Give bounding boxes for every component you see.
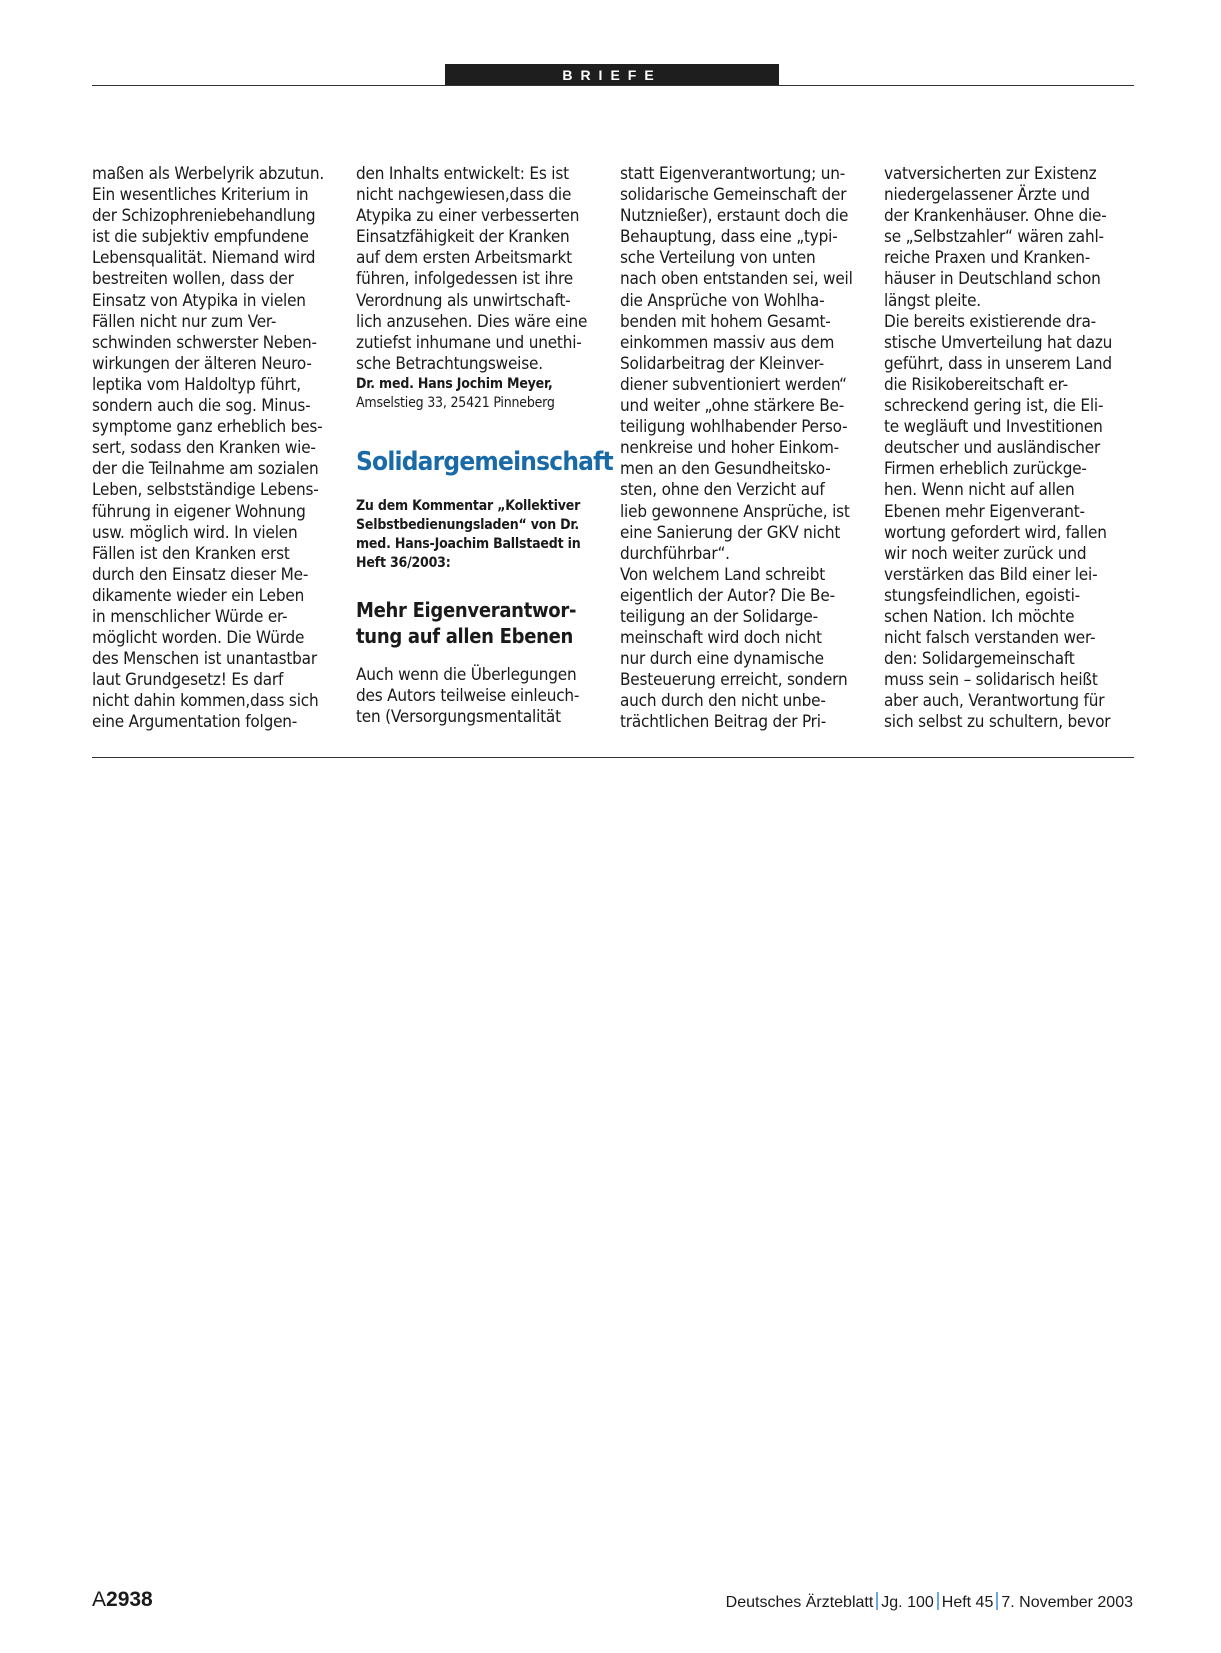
text-line: reiche Praxen und Kranken-	[884, 248, 1091, 269]
text-line: lieb gewonnene Ansprüche, ist	[620, 501, 850, 522]
text-line: sondern auch die sog. Minus-	[92, 396, 311, 417]
text-line: Auch wenn die Überlegungen	[356, 664, 577, 685]
text-line: sich selbst zu schultern, bevor	[884, 712, 1111, 733]
text-line: Lebensqualität. Niemand wird	[92, 248, 316, 269]
letter-signature-address: Amselstieg 33, 25421 Pinneberg	[356, 394, 555, 411]
text-line: möglicht worden. Die Würde	[92, 628, 305, 649]
top-rule	[92, 85, 1134, 86]
text-line: den Inhalts entwickelt: Es ist	[356, 164, 569, 184]
text-line: eine Sanierung der GKV nicht	[620, 522, 841, 543]
journal-date: 7. November 2003	[1001, 1594, 1133, 1611]
column-3	[620, 164, 872, 734]
text-line: nur durch eine dynamische	[620, 649, 824, 670]
text-line: häuser in Deutschland schon	[884, 269, 1101, 290]
text-line: solidarische Gemeinschaft der	[620, 185, 847, 206]
text-line: längst pleite.	[884, 290, 981, 311]
text-line: Mehr Eigenverantwor-	[356, 597, 577, 622]
text-line: Von welchem Land schreibt	[620, 564, 825, 585]
text-line: se „Selbstzahler“ wären zahl-	[884, 227, 1104, 248]
text-line: teiligung an der Solidarge-	[620, 606, 818, 627]
text-line: sche Verteilung von unten	[620, 248, 816, 269]
text-line: die Ansprüche von Wohlha-	[620, 290, 825, 311]
text-line: führung in eigener Wohnung	[92, 501, 306, 522]
text-line: usw. möglich wird. In vielen	[92, 522, 298, 543]
text-line: te wegläuft und Investitionen	[884, 417, 1103, 438]
text-line: Besteuerung erreicht, sondern	[620, 670, 848, 691]
text-line: zutiefst inhumane und unethi-	[356, 332, 582, 353]
text-line: nicht falsch verstanden wer-	[884, 628, 1096, 649]
text-line: Einsatz von Atypika in vielen	[92, 290, 306, 311]
text-line: wirkungen der älteren Neuro-	[92, 353, 312, 374]
text-line: eine Argumentation folgen-	[92, 712, 298, 733]
journal-issue: Heft 45	[941, 1594, 994, 1611]
text-line: Zu dem Kommentar „Kollektiver	[356, 497, 581, 514]
text-line: Heft 36/2003:	[356, 554, 451, 571]
text-line: meinschaft wird doch nicht	[620, 628, 822, 649]
text-line: nicht nachgewiesen,dass die	[356, 185, 572, 206]
text-line: wir noch weiter zurück und	[884, 543, 1087, 564]
text-line: med. Hans-Joachim Ballstaedt in	[356, 535, 581, 552]
text-line: der Krankenhäuser. Ohne die-	[884, 206, 1107, 227]
text-line: in menschlicher Würde er-	[92, 606, 288, 627]
text-line: muss sein – solidarisch heißt	[884, 670, 1098, 691]
letter-body-start	[356, 665, 608, 728]
journal-footer	[726, 1592, 1133, 1612]
text-line: statt Eigenverantwortung; un-	[620, 164, 846, 184]
footer-separator	[937, 1592, 939, 1610]
letter-ending	[356, 164, 608, 375]
section-title: Solidargemeinschaft	[356, 446, 613, 477]
text-line: ist die subjektiv empfundene	[92, 227, 309, 248]
text-line: schen Nation. Ich möchte	[884, 606, 1075, 627]
text-line: durchführbar“.	[620, 543, 730, 564]
text-line: nach oben entstanden sei, weil	[620, 269, 853, 290]
text-line: die Risikobereitschaft er-	[884, 374, 1068, 395]
text-line: hen. Wenn nicht auf allen	[884, 480, 1075, 501]
letter-intro	[356, 497, 608, 573]
text-line: führen, infolgedessen ist ihre	[356, 269, 573, 290]
text-line: einkommen massiv aus dem	[620, 332, 835, 353]
text-line: Firmen erheblich zurückge-	[884, 459, 1087, 480]
text-line: Atypika zu einer verbesserten	[356, 206, 580, 227]
text-line: Fällen nicht nur zum Ver-	[92, 311, 277, 332]
text-line: men an den Gesundheitsko-	[620, 459, 831, 480]
text-line: Behauptung, dass eine „typi-	[620, 227, 838, 248]
text-line: Die bereits existierende dra-	[884, 311, 1096, 332]
text-line: Solidarbeitrag der Kleinver-	[620, 353, 825, 374]
text-line: laut Grundgesetz! Es darf	[92, 670, 284, 691]
text-line: stische Umverteilung hat dazu	[884, 332, 1113, 353]
text-line: schwinden schwerster Neben-	[92, 332, 317, 353]
text-line: niedergelassener Ärzte und	[884, 185, 1090, 206]
text-line: Fällen ist den Kranken erst	[92, 543, 290, 564]
text-line: Ebenen mehr Eigenverant-	[884, 501, 1085, 522]
text-line: sert, sodass den Kranken wie-	[92, 438, 316, 459]
text-line: den: Solidargemeinschaft	[884, 649, 1075, 670]
text-line: und weiter „ohne stärkere Be-	[620, 396, 845, 417]
text-line: vatversicherten zur Existenz	[884, 164, 1097, 184]
journal-volume: Jg. 100	[881, 1594, 934, 1611]
text-line: des Menschen ist unantastbar	[92, 649, 317, 670]
text-line: auch durch den nicht unbe-	[620, 691, 826, 712]
text-line: nenkreise und hoher Einkom-	[620, 438, 839, 459]
text-line: dikamente wieder ein Leben	[92, 585, 305, 606]
text-line: tung auf allen Ebenen	[356, 623, 574, 648]
text-line: benden mit hohem Gesamt-	[620, 311, 831, 332]
text-line: sten, ohne den Verzicht auf	[620, 480, 825, 501]
text-line: diener subventioniert werden“	[620, 374, 847, 395]
text-line: geführt, dass in unserem Land	[884, 353, 1112, 374]
text-line: deutscher und ausländischer	[884, 438, 1101, 459]
text-line: Selbstbedienungsladen“ von Dr.	[356, 516, 580, 533]
text-line: bestreiten wollen, dass der	[92, 269, 294, 290]
text-line: auf dem ersten Arbeitsmarkt	[356, 248, 572, 269]
column-4	[884, 164, 1136, 734]
text-line: durch den Einsatz dieser Me-	[92, 564, 309, 585]
footer-separator	[996, 1592, 998, 1610]
section-header: BRIEFE	[445, 64, 779, 86]
text-line: stungsfeindlichen, egoisti-	[884, 585, 1080, 606]
text-line: maßen als Werbelyrik abzutun.	[92, 164, 325, 184]
text-line: Nutznießer), erstaunt doch die	[620, 206, 849, 227]
text-line: der die Teilnahme am sozialen	[92, 459, 319, 480]
footer-separator	[876, 1592, 878, 1610]
page-prefix: A	[92, 1588, 107, 1611]
page-number-value: 2938	[106, 1588, 153, 1611]
journal-name: Deutsches Ärzteblatt	[725, 1594, 874, 1611]
text-line: sche Betrachtungsweise.	[356, 353, 543, 374]
text-line: Leben, selbstständige Lebens-	[92, 480, 319, 501]
text-line: lich anzusehen. Dies wäre eine	[356, 311, 588, 332]
text-line: symptome ganz erheblich bes-	[92, 417, 323, 438]
text-line: Ein wesentliches Kriterium in	[92, 185, 309, 206]
text-line: ten (Versorgungsmentalität	[356, 707, 561, 728]
column-2	[356, 164, 613, 728]
text-line: aber auch, Verantwortung für	[884, 691, 1105, 712]
text-line: leptika vom Haldoltyp führt,	[92, 374, 301, 395]
text-line: schreckend gering ist, die Eli-	[884, 396, 1104, 417]
letter-headline	[356, 597, 608, 649]
text-line: eigentlich der Autor? Die Be-	[620, 585, 835, 606]
letter-signature-name: Dr. med. Hans Jochim Meyer,	[356, 375, 553, 392]
text-line: teiligung wohlhabender Perso-	[620, 417, 848, 438]
page-number	[92, 1588, 153, 1612]
text-line: trächtlichen Beitrag der Pri-	[620, 712, 827, 733]
text-line: Einsatzfähigkeit der Kranken	[356, 227, 570, 248]
text-line: Verordnung als unwirtschaft-	[356, 290, 571, 311]
text-line: wortung gefordert wird, fallen	[884, 522, 1107, 543]
text-line: der Schizophreniebehandlung	[92, 206, 316, 227]
text-line: nicht dahin kommen,dass sich	[92, 691, 319, 712]
text-line: des Autors teilweise einleuch-	[356, 686, 580, 707]
text-line: verstärken das Bild einer lei-	[884, 564, 1098, 585]
bottom-rule	[92, 757, 1134, 758]
column-1	[92, 164, 344, 734]
